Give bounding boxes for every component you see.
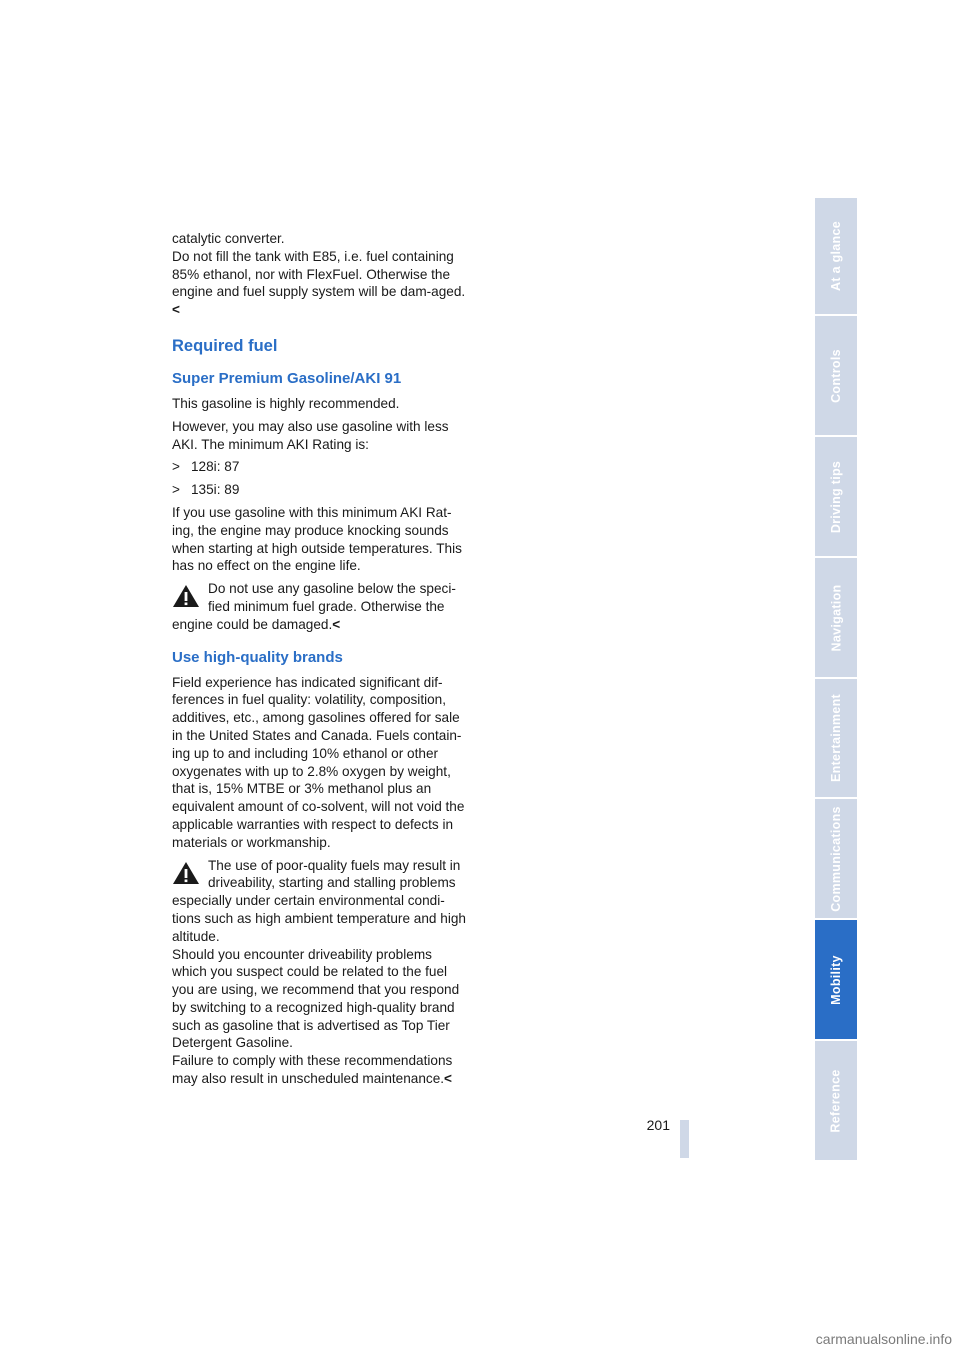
- end-mark: <: [444, 1071, 452, 1087]
- warning-text: Failure to comply with these recommendations may also result in unscheduled maintenance.: [172, 1053, 453, 1087]
- tab-at-a-glance[interactable]: At a glance: [815, 198, 857, 314]
- tab-controls[interactable]: Controls: [815, 316, 857, 435]
- list-item: [172, 481, 467, 499]
- page-number: 201: [646, 1117, 670, 1133]
- heading-required-fuel: Required fuel: [172, 336, 278, 355]
- tab-driving-tips[interactable]: Driving tips: [815, 437, 857, 556]
- main-column: [172, 230, 467, 1093]
- paragraph: However, you may also use gasoline with less AKI. The minimum AKI Rating is:: [172, 418, 449, 452]
- tab-navigation[interactable]: Navigation: [815, 558, 857, 677]
- paragraph: catalytic converter. Do not fill the tank with E85, i.e. fuel containing 85% ethanol, nor with FlexFuel. Otherwise the engine and fuel supply system will be dam-aged.<: [172, 231, 466, 318]
- warning-text: Do not use any gasoline below the speci-fied minimum fuel grade. Otherwise the engine could be damaged.: [172, 581, 456, 632]
- bullet-marker: >: [172, 459, 180, 475]
- paragraph: If you use gasoline with this minimum AKI Rat-ing, the engine may produce knocking sounds when starting at high outside temperatures. This has no effect on the engine life.: [172, 504, 462, 574]
- warning-triangle-icon: [172, 861, 200, 885]
- page-marker-bar: [680, 1120, 689, 1158]
- tab-entertainment[interactable]: Entertainment: [815, 679, 857, 797]
- bullet-text: 128i: 87: [191, 459, 240, 475]
- bullet-marker: >: [172, 482, 180, 498]
- bullet-text: 135i: 89: [191, 482, 240, 498]
- end-mark: <: [332, 616, 341, 632]
- warning-triangle-icon: [172, 584, 200, 608]
- list-item: [172, 458, 467, 476]
- tab-communications[interactable]: Communications: [815, 799, 857, 918]
- warning-note: [172, 857, 467, 1088]
- heading-high-quality-brands: Use high-quality brands: [172, 648, 343, 666]
- warning-text: Should you encounter driveability problems which you suspect could be related to the fuel you are using, we recommend that you respond by switching to a recognized high-quality brand such as gasoline that is advertised as Top Tier Detergent Gasoline.: [172, 946, 460, 1051]
- warning-text: The use of poor-quality fuels may result in driveability, starting and stalling problems especially under certain environmental condi-tions such as high ambient temperature and high altitude.: [172, 857, 466, 944]
- paragraph: This gasoline is highly recommended.: [172, 395, 400, 411]
- tab-reference[interactable]: Reference: [815, 1041, 857, 1160]
- warning-note: [172, 580, 467, 633]
- tab-mobility[interactable]: Mobility: [815, 920, 857, 1039]
- heading-super-premium: Super Premium Gasoline/AKI 91: [172, 369, 402, 387]
- section-tabs: [815, 198, 857, 1160]
- watermark: carmanualsonline.info: [815, 1331, 952, 1347]
- end-mark: <: [172, 302, 180, 318]
- paragraph: Field experience has indicated significant dif-ferences in fuel quality: volatility, composition, additives, etc., among gasolines offered for sale in the United States and Canada. Fuels contain-ing up to and including 10% ethanol or other oxygenates with up to 2.8% oxygen by weight, that is, 15% MTBE or 3% methanol plus an equivalent amount of co-solvent, will not void the applicable warranties with respect to defects in materials or workmanship.: [172, 674, 465, 850]
